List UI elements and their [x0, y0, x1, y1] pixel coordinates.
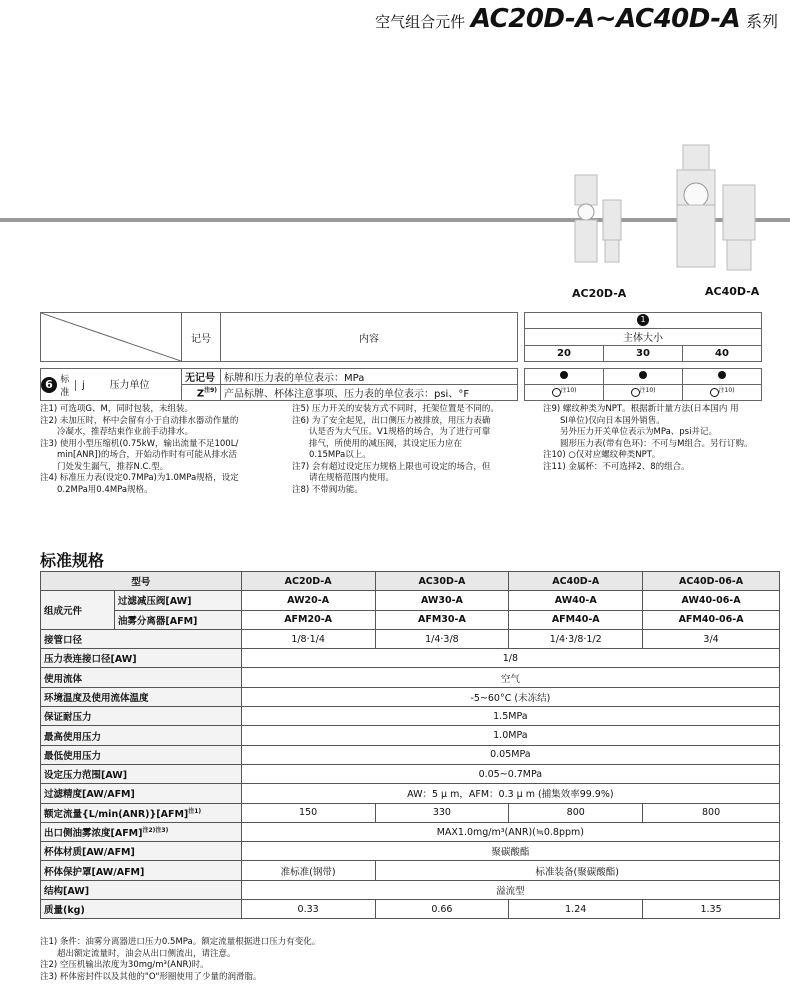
note-line: 注1) 可选项G、M，同时包装，未组装。 [40, 404, 193, 414]
model-cell: AC30D-A [375, 572, 509, 591]
reg-cell: AW20-A [241, 591, 375, 610]
guard-label: 杯体保护罩[AW/AFM] [41, 861, 242, 880]
mass-cell: 1.35 [643, 900, 780, 919]
table-row [41, 803, 780, 822]
mist-cell: AFM20-A [241, 610, 375, 629]
notes-column-3 [543, 404, 752, 473]
flow-note: 注1) [188, 807, 202, 815]
port-cell: 1/4·3/8 [375, 629, 509, 648]
avail-dot-30 [639, 371, 647, 379]
circle-note-30: 注10) [639, 387, 656, 395]
note-line: 门处发生漏气，推荐N.C.型。 [40, 461, 169, 472]
footnote-line: 注3) 杯体密封件以及其他的"O"形圈使用了少量的润滑脂。 [40, 971, 262, 982]
header-prefix: 空气组合元件 [375, 13, 466, 31]
table-row [41, 591, 780, 610]
content-row-2: 产品标牌、杯体注意事项、压力表的单位表示：psi、°F [221, 385, 518, 401]
mist-cell: AFM30-A [375, 610, 509, 629]
footnote-line: 注1) 条件：油雾分离器进口压力0.5MPa。额定流量根据进口压力有变化。 [40, 937, 321, 947]
mass-cell: 1.24 [509, 900, 643, 919]
setp-value: 0.05~0.7MPa [241, 764, 779, 783]
size-30: 30 [604, 346, 683, 362]
table-row [41, 726, 780, 745]
fluid-value: 空气 [241, 668, 779, 687]
table-row [41, 649, 780, 668]
note-line: 注6) 为了安全起见，出口侧压力被排放，用压力表确 [292, 415, 491, 426]
marker-cell [525, 313, 762, 329]
minp-label: 最低使用压力 [41, 745, 242, 764]
maxp-label: 最高使用压力 [41, 726, 242, 745]
symbol-z: Z [196, 388, 205, 400]
col-symbol-header: 记号 [182, 313, 221, 362]
footnote-line: 注2) 空压机输出浓度为30mg/m³(ANR)时。 [40, 960, 209, 970]
proof-value: 1.5MPa [241, 707, 779, 726]
reg-cell: AW40-06-A [643, 591, 780, 610]
product-label-left: AC20D-A [572, 287, 627, 300]
note-line: 注5) 压力开关的安装方式不同时，托架位置是不同的。 [292, 404, 499, 414]
temp-value: -5~60°C (未冻结) [241, 687, 779, 706]
marker-badge: 1 [637, 314, 649, 326]
struct-value: 溢流型 [241, 880, 779, 899]
spec-footnotes [40, 937, 320, 983]
gauge-value: 1/8 [241, 649, 779, 668]
table-row [41, 861, 780, 880]
spec-section-title: 标准规格 [40, 551, 105, 570]
model-cell: AC40D-A [509, 572, 643, 591]
header-suffix: 系列 [745, 12, 778, 31]
notes-column-2 [292, 404, 499, 496]
avail-dot-20 [560, 371, 568, 379]
product-label-right: AC40D-A [705, 285, 760, 298]
note-line: 圆形压力表(带有色环)：不可与M组合。另行订购。 [543, 438, 753, 449]
option-key: j [75, 380, 90, 391]
spec-table [40, 571, 780, 919]
port-cell: 3/4 [643, 629, 780, 648]
note-line: 注2) 未加压时，杯中会留有小于自动排水器动作量的 [40, 415, 239, 426]
header-model: AC20D-A~AC40D-A [470, 4, 741, 34]
guard-value-b: 标准装备(聚碳酸酯) [375, 861, 779, 880]
fluid-label: 使用流体 [41, 668, 242, 687]
table-row [41, 687, 780, 706]
option-label-cell [41, 369, 182, 401]
guard-value-a: 准标准(钢带) [241, 861, 375, 880]
option-number: 6 [41, 377, 57, 393]
note-line: SI单位)仅向日本国外销售。 [543, 415, 665, 426]
body-size-header: 主体大小 [525, 328, 762, 345]
circle-note-40: 注10) [718, 387, 735, 395]
table-row [41, 668, 780, 687]
note-line: 认是否为大气压。V1规格的场合，为了进行可靠 [292, 427, 491, 437]
table-row [41, 784, 780, 803]
note-line: 0.15MPa以上。 [292, 450, 371, 460]
note-line: 注7) 会有超过设定压力规格上限也可设定的场合，但 [292, 461, 491, 472]
mist-cell: AFM40-A [509, 610, 643, 629]
model-cell: AC20D-A [241, 572, 375, 591]
table-row [41, 822, 780, 841]
note-line: 冷凝水，推荐结束作业前手动排水。 [40, 427, 194, 437]
setp-label: 设定压力范围[AW] [41, 764, 242, 783]
corner-cell [41, 313, 182, 362]
port-cell: 1/4·3/8·1/2 [509, 629, 643, 648]
filt-value: AW：5 μ m，AFM：0.3 μ m (捕集效率99.9%) [241, 784, 779, 803]
bowl-label: 杯体材质[AW/AFM] [41, 842, 242, 861]
content-row-1: 标牌和压力表的单位表示：MPa [221, 369, 518, 385]
table-row [41, 900, 780, 919]
note-line: 注9) 螺纹种类为NPT。根据新计量方法(日本国内 用 [543, 404, 739, 414]
option-code-table [40, 312, 762, 401]
avail-circle-30 [631, 388, 640, 397]
flow-cell: 330 [375, 803, 509, 822]
model-header: 型号 [41, 572, 242, 591]
avail-circle-20 [552, 388, 561, 397]
table-row [41, 707, 780, 726]
note-line: 注3) 使用小型压缩机(0.75kW，输出流量不足100L/ [40, 438, 239, 449]
struct-label: 结构[AW] [41, 880, 242, 899]
mass-cell: 0.66 [375, 900, 509, 919]
table-row [41, 745, 780, 764]
circle-note-20: 注10) [560, 387, 577, 395]
product-image [565, 140, 765, 285]
reg-cell: AW30-A [375, 591, 509, 610]
symbol-z-note: 注9) [204, 387, 217, 395]
note-line: min[ANR])的场合，开始动作时有可能从排水活 [40, 450, 238, 460]
model-cell: AC40D-06-A [643, 572, 780, 591]
option-group: 标准 [60, 374, 70, 398]
flow-cell: 800 [509, 803, 643, 822]
temp-label: 环境温度及使用流体温度 [41, 687, 242, 706]
table-row [41, 610, 780, 629]
reg-label: 过滤减压阀[AW] [114, 591, 241, 610]
mist-cell: AFM40-06-A [643, 610, 780, 629]
mist-label: 油雾分离器[AFM] [114, 610, 241, 629]
table-row [41, 764, 780, 783]
oil-note: 注2)注3) [142, 826, 169, 834]
note-line: 注10) ○仅对应螺纹种类NPT。 [543, 450, 661, 460]
page-header [375, 4, 778, 34]
bowl-value: 聚碳酸酯 [241, 842, 779, 861]
component-label: 组成元件 [41, 591, 115, 630]
col-content-header: 内容 [221, 313, 518, 362]
port-label: 接管口径 [41, 629, 242, 648]
notes-column-1 [40, 404, 239, 496]
proof-label: 保证耐压力 [41, 707, 242, 726]
note-line: 注11) 金属杯：不可选择2、8的组合。 [543, 461, 690, 472]
size-20: 20 [525, 346, 604, 362]
note-line: 另外压力开关单位表示为MPa、psi并记。 [543, 427, 717, 437]
gauge-label: 压力表连接口径[AW] [41, 649, 242, 668]
note-line: 注8) 不带阀功能。 [292, 484, 363, 495]
note-line: 请在规格范围内使用。 [292, 473, 395, 483]
mass-label: 质量(kg) [41, 900, 242, 919]
table-row [41, 629, 780, 648]
minp-value: 0.05MPa [241, 745, 779, 764]
note-line: 注4) 标准压力表(设定0.7MPa)为1.0MPa规格，设定 [40, 473, 239, 483]
note-line: 排气，所使用的减压阀，其设定压力应在 [292, 438, 463, 449]
note-line: 0.2MPa用0.4MPa规格。 [40, 484, 153, 495]
symbol-none: 无记号 [182, 369, 221, 385]
table-row [41, 572, 780, 591]
flow-cell: 150 [241, 803, 375, 822]
flow-label: 额定流量{L/min(ANR)}[AFM] [44, 808, 189, 820]
table-row [41, 842, 780, 861]
footnote-line: 超出额定流量时，油会从出口侧流出，请注意。 [40, 948, 236, 959]
avail-dot-40 [718, 371, 726, 379]
option-name: 压力单位 [109, 379, 150, 391]
avail-circle-40 [710, 388, 719, 397]
filt-label: 过滤精度[AW/AFM] [41, 784, 242, 803]
mass-cell: 0.33 [241, 900, 375, 919]
flow-cell: 800 [643, 803, 780, 822]
size-40: 40 [683, 346, 762, 362]
oil-label: 出口侧油雾浓度[AFM] [44, 828, 143, 840]
oil-value: MAX1.0mg/m³(ANR)(≒0.8ppm) [241, 822, 779, 841]
port-cell: 1/8·1/4 [241, 629, 375, 648]
reg-cell: AW40-A [509, 591, 643, 610]
table-row [41, 880, 780, 899]
maxp-value: 1.0MPa [241, 726, 779, 745]
